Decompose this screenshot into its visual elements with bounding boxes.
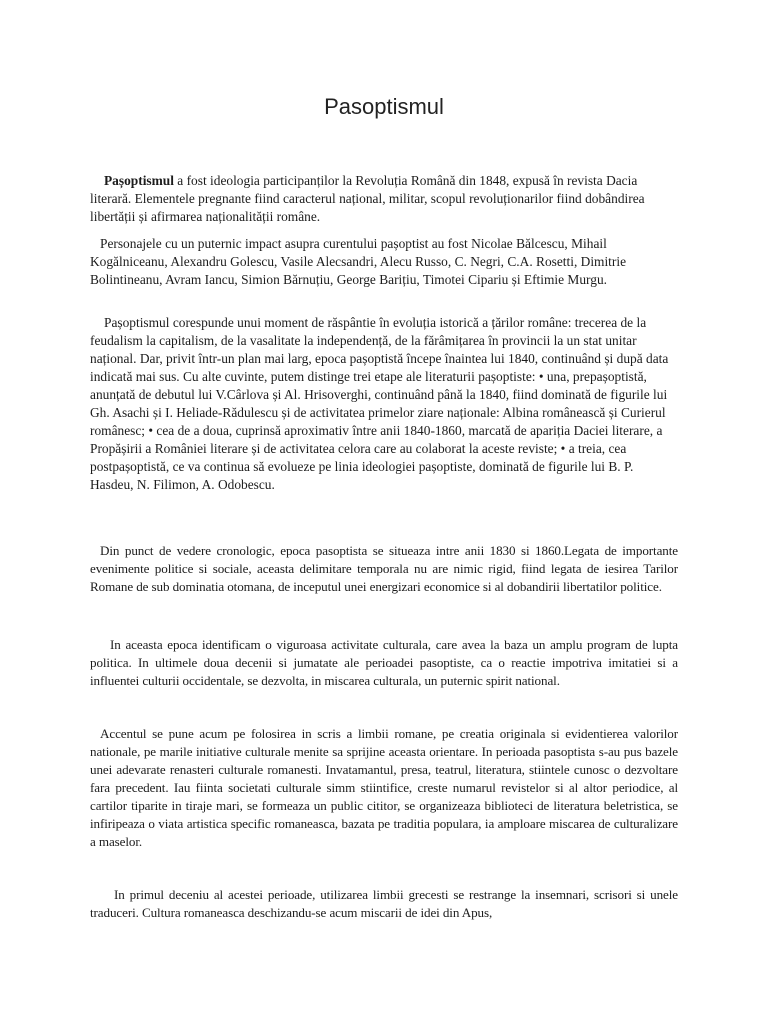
paragraph-cultural-activity: In aceasta epoca identificam o viguroasa activitate culturala, care avea la baza un amplu program de lupta politica. In ultimele doua decenii si jumatate ale perioadei pasoptiste, ca o reactie impotriva imitatiei si a influentei culturii occidentale, se dezvolta, in miscarea culturala, un puternic spirit national. [90,637,678,688]
paragraph-chronology: Din punct de vedere cronologic, epoca pasoptista se situeaza intre anii 1830 si 1860.Legata de importante evenimente politice si sociale, aceasta delimitare temporala nu are nimic rigid, fiind legata de iesirea Tarilor Romane de sub dominatia otomana, de inceputul unei energizari economice si al dobandirii libertatilor politice. [90,543,678,594]
page-title: Pasoptismul [324,94,444,119]
paragraph-cultural-renaissance: Accentul se pune acum pe folosirea in scris a limbii romane, pe creatia originala si evidentierea valorilor nationale, pe marile initiative culturale menite sa sprijine aceasta orientare. In perioada pasoptista s-au pus bazele unei adevarate renasteri culturale romanesti. Invatamantul, presa, teatrul, literatura, stiintele cunosc o dezvoltare fara precedent. Iau fiinta societati culturale simm stiintifice, creste numarul revistelor si al altor periodice, al cartilor tiparite in tiraje mari, se formeaza un public cititor, se organizeaza biblioteci de literatura beletristica, se infiripeaza o viata artistica specific romaneasca, bazata pe traditia populara, ia amploare miscarea de culturalizare a maselor. [90,726,678,849]
term-pasoptismul: Pașoptismul [104,173,174,188]
paragraph-stages: Pașoptismul corespunde unui moment de răspântie în evoluția istorică a țărilor române: trecerea de la feudalism la capitalism, de la vasalitate la independență, de la fărâmițarea în provincii la un stat unitar național. Dar, privit într-un plan mai larg, epoca pașoptistă începe înaintea lui 1840, continuând și după data indicată mai sus. Cu alte cuvinte, putem distinge trei etape ale literaturii pașoptiste: • una, prepașoptistă, anunțată de debutul lui V.Cârlova și Al. Hrisoverghi, continuând până la 1840, fiind dominată de figurile lui Gh. Asachi și I. Heliade-Rădulescu și de activitatea primelor ziare naționale: Albina românească și Curierul românesc; • cea de a doua, cuprinsă aproximativ între anii 1840-1860, marcată de apariția Daciei literare, a Propășirii a României literare și de activitatea celora care au colaborat la aceste reviste; • a treia, cea postpașoptistă, ce va continua să evolueze pe linia ideologiei pașoptiste, dominată de figurile lui B. P. Hasdeu, N. Filimon, A. Odobescu. [90,315,669,492]
paragraph-personalities: Personajele cu un puternic impact asupra curentului pașoptist au fost Nicolae Bălcescu, Mihail Kogălniceanu, Alexandru Golescu, Vasile Alecsandri, Alecu Russo, C. Negri, C.A. Rosetti, Dimitrie Bolintineanu, Avram Iancu, Simion Bărnuțiu, George Barițiu, Timotei Cipariu și Eftimie Murgu. [90,236,627,287]
paragraph-definition [90,172,678,226]
paragraph-greek-language: In primul deceniu al acestei perioade, utilizarea limbii grecesti se restrange la insemnari, scrisori si unele traduceri. Cultura romaneasca deschizandu-se acum miscarii de idei din Apus, [90,887,678,920]
definition-text: a fost ideologia participanților la Revoluția Română din 1848, expusă în revista Dacia literară. Elementele pregnante fiind caracterul național, militar, scopul revoluționarilor fiind dobândirea libertății și afirmarea naționalității române. [90,173,645,224]
